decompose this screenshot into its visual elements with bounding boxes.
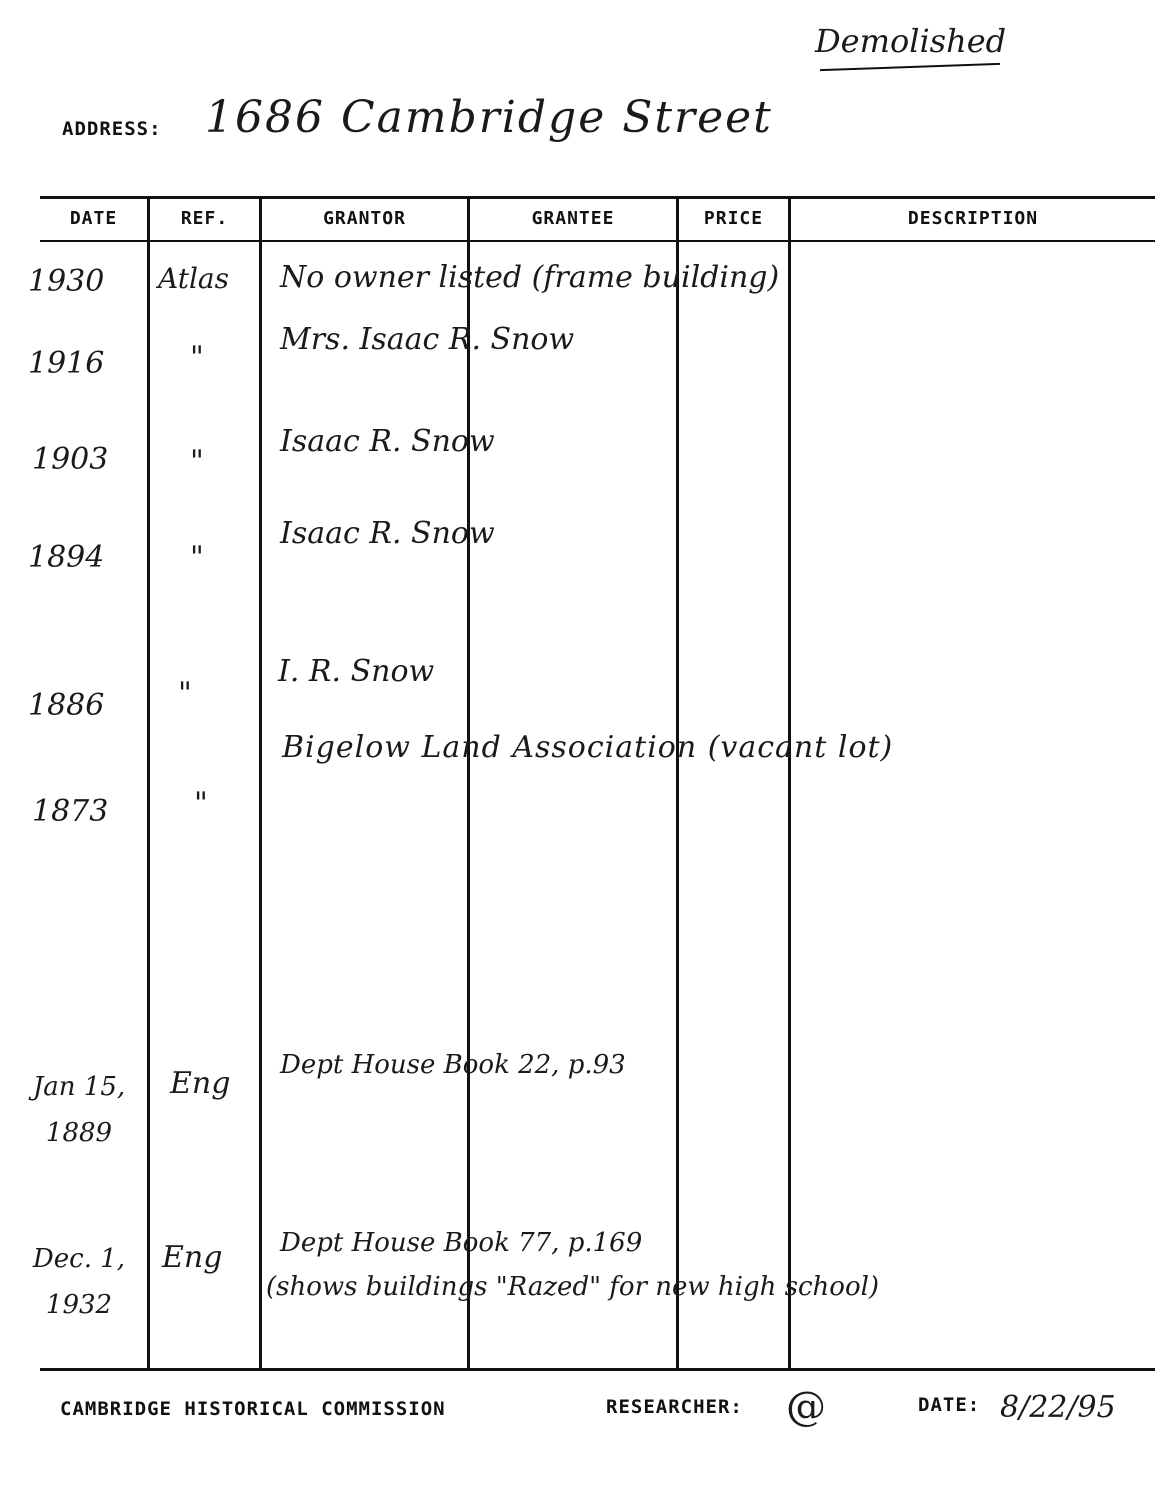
- footer-date-value: 8/22/95: [1000, 1390, 1116, 1425]
- row-entry: I. R. Snow: [278, 654, 435, 689]
- column-divider: [147, 198, 150, 1370]
- row-ref: ": [190, 540, 204, 575]
- row-entry: Isaac R. Snow: [280, 424, 495, 459]
- header-bottom-rule: [40, 240, 1155, 242]
- row-date: 1894: [28, 540, 105, 575]
- address-value: 1686 Cambridge Street: [205, 92, 773, 143]
- row-entry: Isaac R. Snow: [280, 516, 495, 551]
- row-ref: ": [194, 786, 208, 821]
- commission-name: CAMBRIDGE HISTORICAL COMMISSION: [60, 1398, 446, 1420]
- column-divider: [467, 198, 470, 1370]
- row-ref: Atlas: [158, 262, 229, 295]
- column-header-price: PRICE: [703, 208, 764, 229]
- row-date: 1873: [32, 794, 109, 829]
- column-header-grantor: GRANTOR: [323, 208, 406, 229]
- row-ref: Eng: [162, 1240, 223, 1275]
- row-entry: Bigelow Land Association (vacant lot): [282, 730, 894, 765]
- column-divider: [676, 198, 679, 1370]
- row-date: 1886: [28, 688, 105, 723]
- column-header-date: DATE: [69, 208, 118, 229]
- footer-date-label: DATE:: [918, 1394, 981, 1416]
- row-ref: ": [190, 444, 204, 479]
- row-entry-continued: (shows buildings "Razed" for new high school): [266, 1272, 880, 1302]
- column-header-description: DESCRIPTION: [907, 208, 1039, 229]
- row-entry: Dept House Book 77, p.169: [280, 1228, 643, 1258]
- column-divider: [788, 198, 791, 1370]
- researcher-value: @: [786, 1384, 826, 1430]
- row-entry: Mrs. Isaac R. Snow: [280, 322, 575, 357]
- table-top-rule: [40, 196, 1155, 199]
- column-header-ref: REF.: [180, 208, 229, 229]
- row-date: 1930: [28, 264, 105, 299]
- row-date: 1903: [32, 442, 109, 477]
- row-ref: Eng: [170, 1066, 231, 1101]
- row-date: Jan 15, 1889: [32, 1072, 126, 1148]
- table-bottom-rule: [40, 1368, 1155, 1371]
- row-entry: No owner listed (frame building): [280, 260, 780, 295]
- demolished-underline: [820, 63, 1000, 71]
- row-entry: Dept House Book 22, p.93: [280, 1050, 626, 1080]
- row-ref: ": [190, 340, 204, 375]
- demolished-note: Demolished: [815, 22, 1007, 60]
- researcher-label: RESEARCHER:: [606, 1396, 743, 1418]
- row-date: Dec. 1, 1932: [32, 1244, 126, 1320]
- row-ref: ": [178, 676, 192, 711]
- address-label: ADDRESS:: [62, 118, 162, 140]
- row-date: 1916: [28, 346, 105, 381]
- column-divider: [259, 198, 262, 1370]
- column-header-grantee: GRANTEE: [531, 208, 615, 229]
